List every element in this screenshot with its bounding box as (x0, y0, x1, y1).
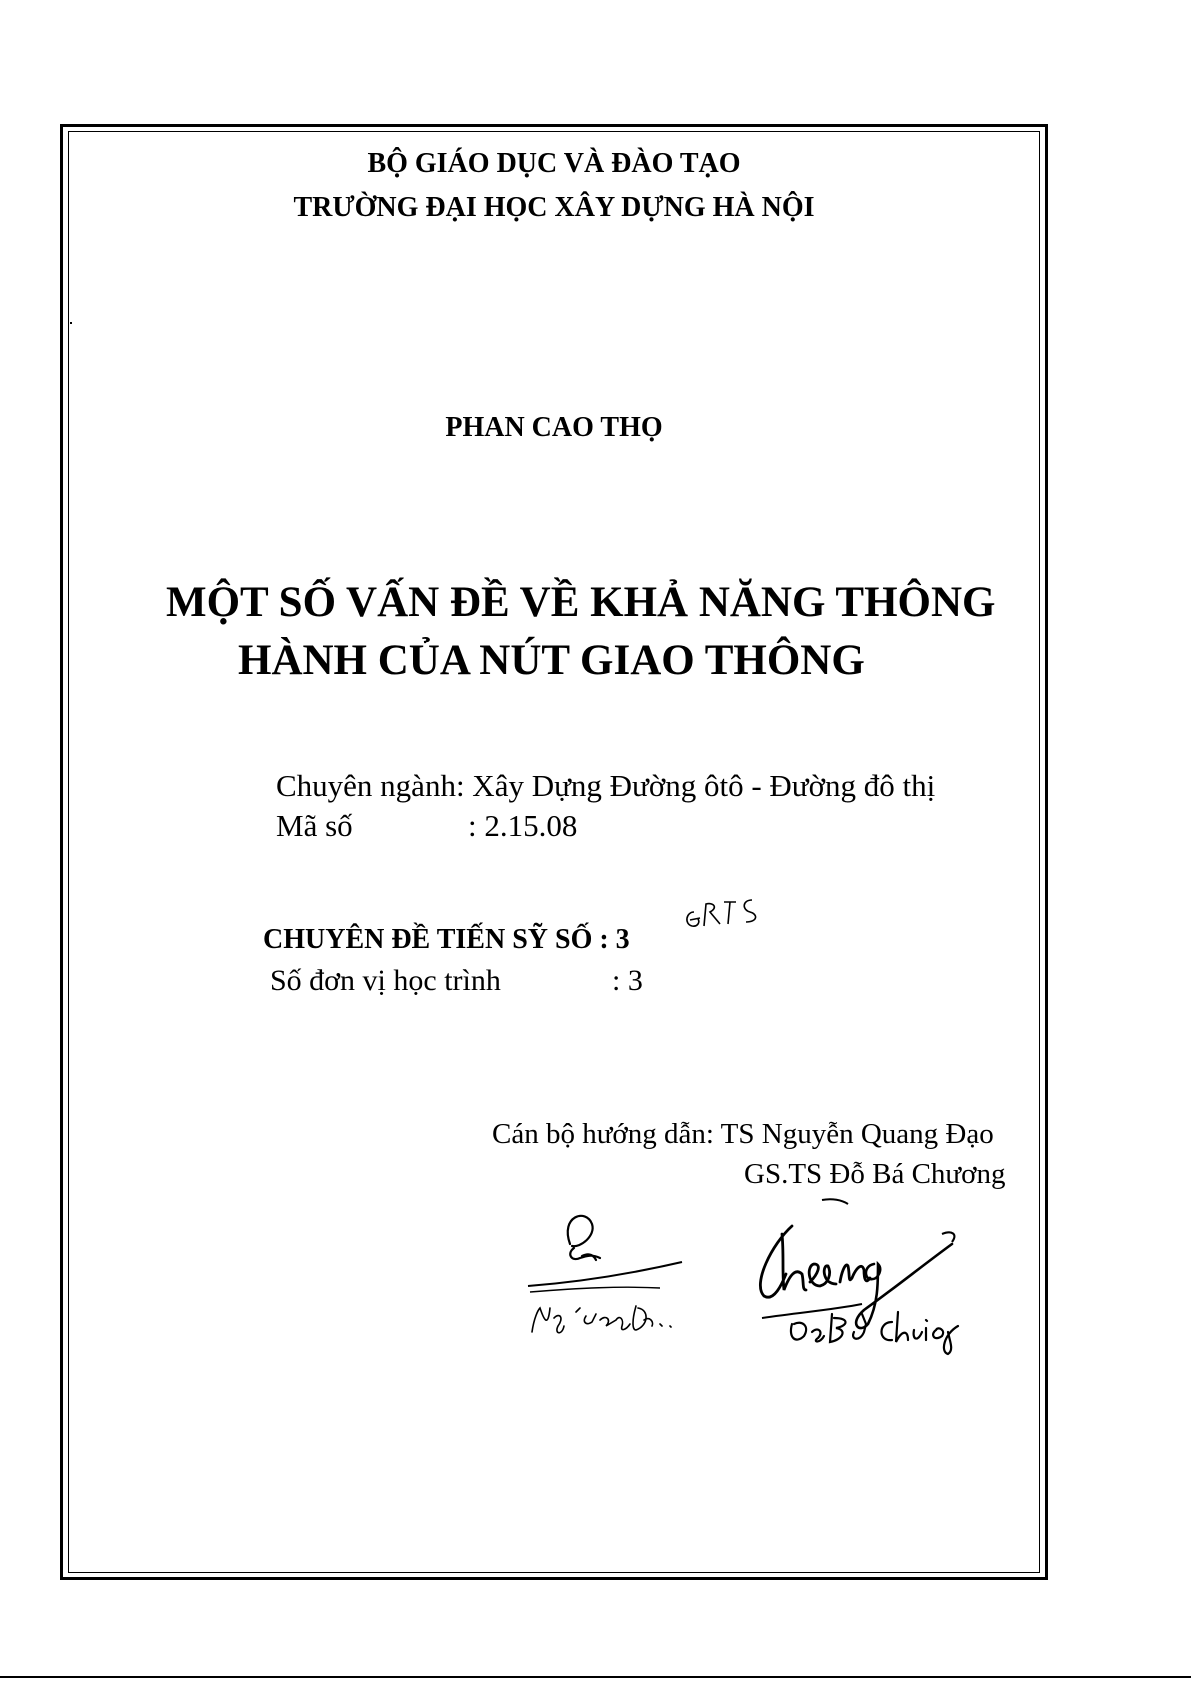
page-border-inner (68, 131, 1040, 1573)
major-line: Chuyên ngành: Xây Dựng Đường ôtô - Đường đô thị (276, 768, 936, 803)
signature-advisor-1 (520, 1196, 740, 1346)
topic-line: CHUYÊN ĐỀ TIẾN SỸ SỐ : 3 (263, 924, 630, 955)
code-label: Mã số (276, 808, 353, 843)
handwritten-initials (680, 890, 780, 940)
code-value: : 2.15.08 (468, 808, 578, 843)
scan-speck (70, 322, 72, 324)
author-name: PHAN CAO THỌ (445, 412, 663, 443)
second-advisor: GS.TS Đỗ Bá Chương (744, 1158, 1006, 1190)
signature-advisor-2 (752, 1194, 1032, 1354)
university-heading: TRƯỜNG ĐẠI HỌC XÂY DỰNG HÀ NỘI (293, 192, 815, 223)
units-value: : 3 (612, 964, 643, 997)
thesis-title-line-2: HÀNH CỦA NÚT GIAO THÔNG (238, 637, 865, 684)
thesis-title-line-1: MỘT SỐ VẤN ĐỀ VỀ KHẢ NĂNG THÔNG (166, 579, 996, 626)
scan-bottom-edge (0, 1676, 1191, 1678)
ministry-heading: BỘ GIÁO DỤC VÀ ĐÀO TẠO (367, 148, 741, 179)
advisor-line: Cán bộ hướng dẫn: TS Nguyễn Quang Đạo (492, 1118, 994, 1150)
units-label: Số đơn vị học trình (270, 964, 501, 997)
